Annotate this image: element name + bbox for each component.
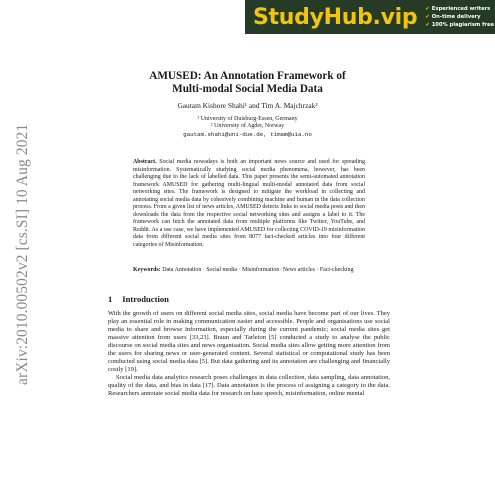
section-heading — [108, 294, 169, 304]
paper-title: AMUSED: An Annotation Framework of Multi-modal Social Media Data — [149, 70, 346, 95]
section-number: 1 — [108, 294, 113, 304]
feature-item: ✔ On-time delivery — [425, 14, 481, 20]
feature-item: ✔ 100% plagiarism free — [425, 22, 494, 28]
author-emails: gautam.shahi@uni-due.de, timam@uia.no — [183, 130, 312, 138]
affiliation-1: ¹ University of Duisburg-Essen, Germany — [197, 116, 298, 122]
keywords — [133, 267, 365, 275]
affiliation-2: ² University of Agder, Norway — [210, 123, 285, 130]
feature-item: ✔ Experienced writers — [425, 6, 491, 12]
abstract-label: Abstract. — [133, 159, 157, 165]
keywords-label: Keywords: — [133, 267, 161, 273]
arxiv-identifier: arXiv:2010.00502v2 [cs.SI] 10 Aug 2021 — [14, 123, 31, 385]
feature-list — [425, 5, 494, 29]
abstract-text: Social media nowadays is both an important news source and used for spreading misinformation. Systematically studying social media phenomena, however, has been challenging due to the lack of labelled data. This paper presents the semi-automated annotation framework AMUSED for gathering multi-lingual multi-modal annotated data from social networking sites. The framework is designed to mitigate the workload in collecting and annotating social media data by cohesively combining machine and human in the data collection process. From a given list of news articles, AMUSED detects links to social media posts and then downloads the data from the respective social networking sites and assigns a label to it. The framework can fetch the annotated data from multiple platforms like Twitter, YouTube, and Reddit. As a use case, we have implemented AMUSED for collecting COVID-19 misinformation data from different social media sites from 8077 fact-checked articles into four different categories of Misinformation. — [133, 159, 365, 249]
studyhub-banner[interactable] — [245, 0, 495, 34]
check-icon: ✔ — [425, 6, 430, 12]
paragraph-2: Social media data analytics research poses challenges in data collection, data sampling, data annotation, quality of the data, and bias in data [17]. Data annotation is the process of assigning a category to the data. Researchers annotate social media data for research on hate speech, misinformation, online mental — [108, 374, 390, 398]
check-icon: ✔ — [425, 14, 430, 20]
brand-logo: StudyHub.vip — [253, 4, 418, 30]
body-text — [108, 310, 390, 399]
affiliations — [100, 116, 395, 138]
keywords-text: Data Annotation · Social media · Misinformation· News articles · Fact-checking — [162, 267, 354, 273]
author-list: Gautam Kishore Shahi¹ and Tim A. Majchrzak² — [177, 101, 318, 110]
abstract — [133, 159, 365, 250]
section-title: Introduction — [122, 294, 169, 304]
paragraph-1: With the growth of users on different social media sites, social media have become part of our lives. They play an essential role in making communication easier and accessible. People and organisations use social media to share and browse information, especially during the current pandemic; social media sites get massive attention from users [33,23]. Braun and Tarleton [5] conducted a study to analyse the public discourse on social media sites and news organisation. Social media sites allow getting more attention from the users for sharing news or user-generated content. Several statistical or computational study has been conducted using social media data [5]. But data gathering and its annotation are challenging and financially costly [19]. — [108, 310, 390, 374]
check-icon: ✔ — [425, 22, 430, 28]
